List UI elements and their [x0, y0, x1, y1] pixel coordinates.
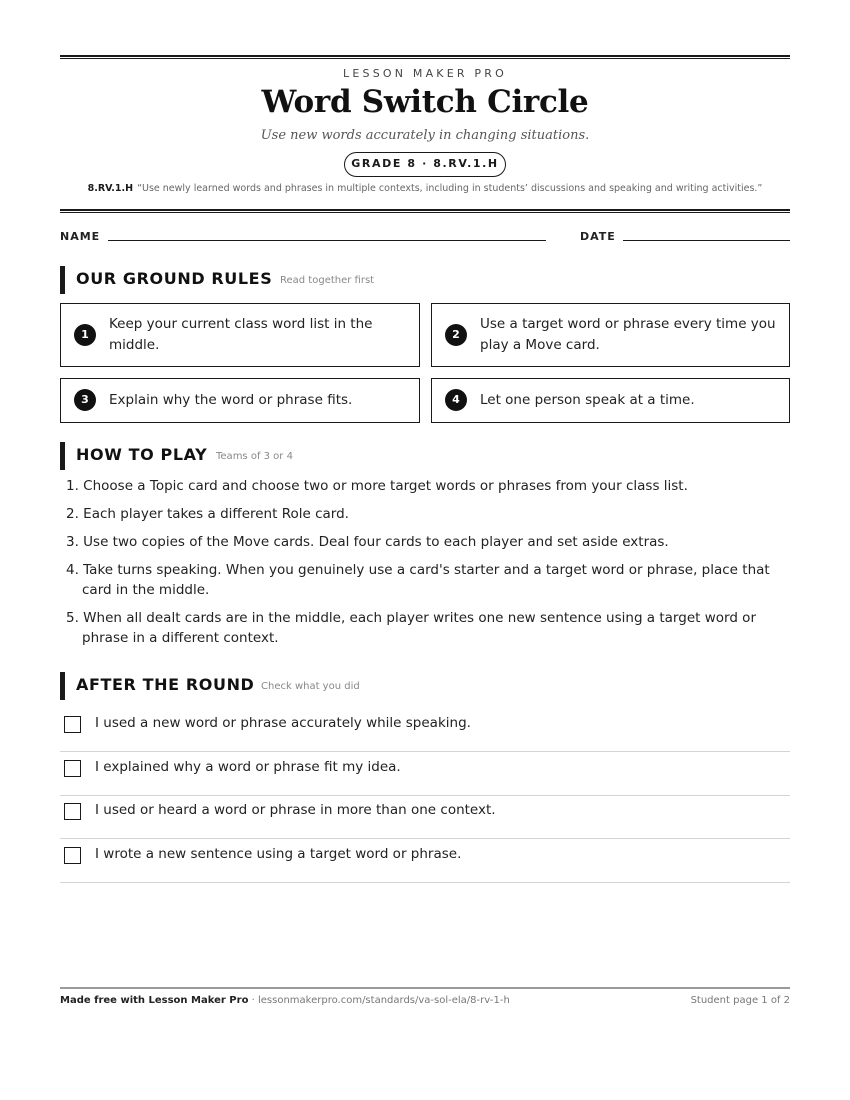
page-subtitle: Use new words accurately in changing situations. — [260, 128, 590, 143]
header-divider — [60, 209, 790, 213]
footer-divider — [60, 987, 790, 989]
rule-text: Explain why the word or phrase fits. — [109, 392, 353, 408]
ground-rules-heading: OUR GROUND RULES — [76, 269, 273, 288]
checklist-item — [60, 751, 790, 796]
grade-badge: GRADE 8 · 8.RV.1.H — [344, 152, 506, 177]
date-field[interactable] — [623, 240, 790, 241]
standard-description — [60, 183, 790, 194]
ground-rules-section — [60, 266, 790, 294]
name-field[interactable] — [108, 240, 546, 241]
section-bar — [60, 442, 65, 470]
ground-rule-card — [60, 303, 420, 367]
checklist-text: I wrote a new sentence using a target word or phrase. — [95, 846, 462, 862]
checkbox[interactable] — [64, 716, 81, 733]
footer-made-with: Made free with Lesson Maker Pro — [60, 995, 249, 1006]
date-label: DATE — [580, 230, 616, 243]
checklist-text: I used a new word or phrase accurately while speaking. — [95, 715, 471, 731]
instruction-step: 5. When all dealt cards are in the middle, each player writes one new sentence using a target word or phrase in a different context. — [66, 610, 756, 646]
rule-number-badge: 1 — [74, 324, 96, 346]
standard-code: 8.RV.1.H — [87, 183, 134, 194]
checklist-item — [60, 838, 790, 883]
section-bar — [60, 672, 65, 700]
rule-text: Let one person speak at a time. — [480, 392, 695, 408]
page-number: Student page 1 of 2 — [690, 995, 790, 1006]
how-to-play-section — [60, 442, 790, 470]
ground-rule-card — [431, 303, 790, 367]
instruction-step: 3. Use two copies of the Move cards. Deal four cards to each player and set aside extras. — [66, 534, 669, 550]
after-round-heading: AFTER THE ROUND — [76, 675, 255, 694]
section-bar — [60, 266, 65, 294]
rule-number-badge: 3 — [74, 389, 96, 411]
after-round-section — [60, 672, 790, 700]
checkbox[interactable] — [64, 803, 81, 820]
standard-text: “Use newly learned words and phrases in multiple contexts, including in students’ discussions and speaking and writing activities.” — [137, 183, 763, 194]
how-to-play-heading: HOW TO PLAY — [76, 445, 208, 464]
how-to-play-note: Teams of 3 or 4 — [216, 451, 293, 462]
instruction-step: 2. Each player takes a different Role card. — [66, 506, 349, 522]
rule-number-badge: 4 — [445, 389, 467, 411]
footer-credit — [60, 995, 510, 1006]
rule-text: Keep your current class word list in the middle. — [109, 316, 373, 353]
ground-rule-card — [431, 378, 790, 423]
page-title: Word Switch Circle — [261, 84, 589, 120]
checkbox[interactable] — [64, 760, 81, 777]
checklist-item — [60, 794, 790, 839]
top-divider — [60, 55, 790, 59]
ground-rule-card — [60, 378, 420, 423]
instruction-step: 4. Take turns speaking. When you genuinely use a card's starter and a target word or phrase, place that card in the middle. — [66, 562, 770, 598]
rule-number-badge: 2 — [445, 324, 467, 346]
checklist-text: I explained why a word or phrase fit my idea. — [95, 759, 401, 775]
instruction-step: 1. Choose a Topic card and choose two or more target words or phrases from your class list. — [66, 478, 688, 494]
ground-rules-note: Read together first — [280, 275, 375, 286]
brand-name: LESSON MAKER PRO — [343, 67, 507, 80]
after-round-note: Check what you did — [261, 681, 360, 692]
footer-url: · lessonmakerpro.com/standards/va-sol-ela/8-rv-1-h — [248, 995, 510, 1006]
rule-text: Use a target word or phrase every time you play a Move card. — [480, 316, 776, 353]
checkbox[interactable] — [64, 847, 81, 864]
instruction-list — [66, 476, 790, 656]
checklist-text: I used or heard a word or phrase in more than one context. — [95, 802, 496, 818]
checklist-item — [60, 707, 790, 752]
name-label: NAME — [60, 230, 101, 243]
